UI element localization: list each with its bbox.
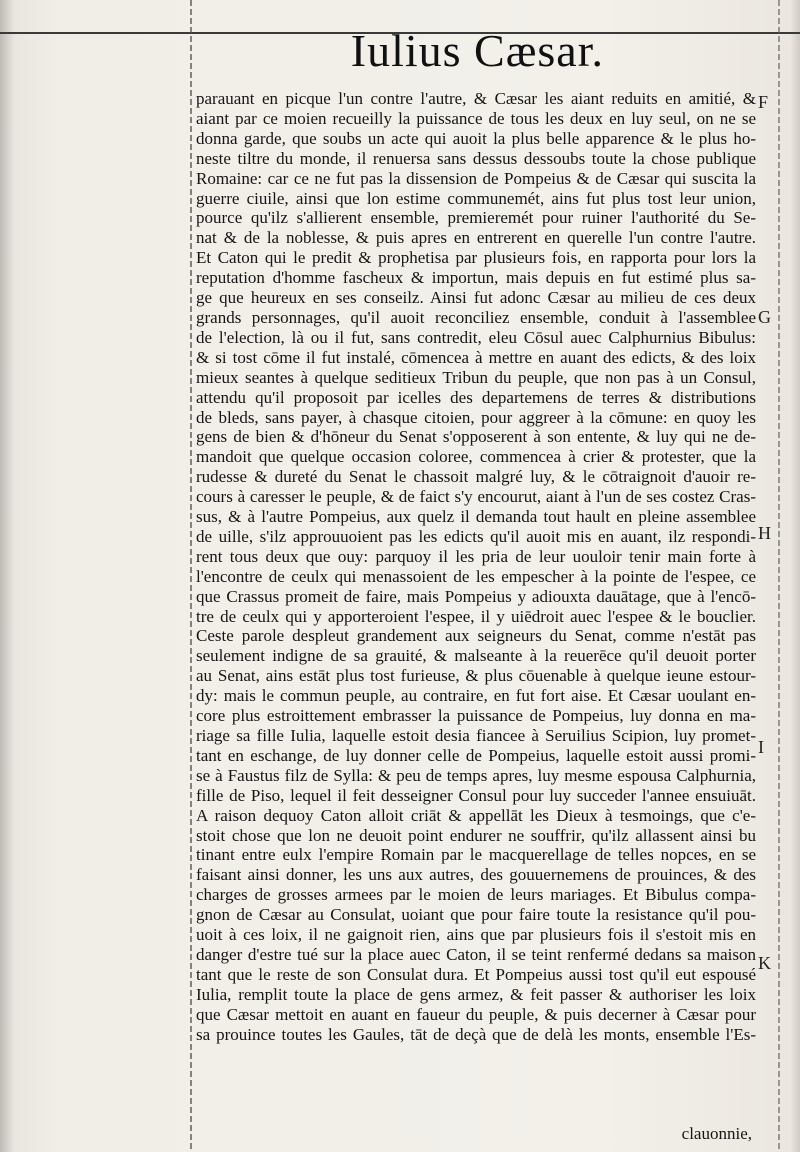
text-line: Et Caton qui le predit & prophetisa par plusieurs fois, en rapporta pour lors la	[196, 248, 756, 268]
text-line: stoit chose que lon ne deuoit point endurer ne souffrir, qu'ilz allassent ainsi bu	[196, 825, 756, 845]
text-line: Ceste parole despleut grandement aux seigneurs du Senat, comme n'estāt pas	[196, 626, 756, 646]
text-line: core plus estroittement embrasser la puissance de Pompeius, luy donna en ma-	[196, 706, 756, 726]
text-line: reputation d'homme fascheux & importun, mais depuis en fut estimé plus sa-	[196, 268, 756, 288]
marginal-letter: I	[758, 737, 764, 757]
text-line: l'encontre de ceulx qui menassoient de les empescher à la pointe de l'espee, ce	[196, 566, 756, 586]
text-line: tant que le reste de son Consulat dura. Et Pompeius aussi tost qu'il eut espousé	[196, 964, 756, 984]
text-line: ge que heureux en ses conseilz. Ainsi fut adonc Cæsar au milieu de ces deux	[196, 288, 756, 308]
marginal-letter: H	[758, 523, 771, 543]
text-line: & si tost cōme il fut instalé, cōmencea à mettre en auant des edicts, & des loix	[196, 347, 756, 367]
text-line: donna garde, que soubs un acte qui auoit la plus belle apparence & le plus ho-	[196, 128, 756, 148]
text-line: parauant en picque l'un contre l'autre, & Cæsar les aiant reduits en amitié, &	[196, 89, 756, 108]
text-line: de uille, s'ilz approuuoient pas les edicts qu'il auoit mis en auant, ilz respondi-	[196, 526, 756, 546]
marginal-letter: G	[758, 307, 771, 327]
text-line: fille de Piso, lequel il feit desseigner Consul pour luy succeder l'annee ensuiuāt.	[196, 785, 756, 805]
body-text	[196, 89, 756, 1045]
text-line: se à Faustus filz de Sylla: & peu de temps apres, luy mesme espousa Calphurnia,	[196, 765, 756, 785]
text-line: faisant ainsi donner, les uns aux autres, des gouuernemens de prouinces, & des	[196, 865, 756, 885]
running-head: Iulius Cæsar.	[350, 25, 604, 76]
text-line: Romaine: car ce ne fut pas la dissension de Pompeius & de Cæsar qui suscita la	[196, 168, 756, 188]
marginal-letter: F	[758, 92, 769, 112]
text-line: gens de bien & d'hōneur du Senat s'opposerent à son entente, & luy qui ne de-	[196, 427, 756, 447]
text-line: danger d'estre tué sur la place auec Caton, il se teint renfermé dedans sa maison	[196, 944, 756, 964]
text-line: au Senat, ains estāt plus tost furieuse, & plus cōuenable à quelque ieune estour-	[196, 666, 756, 686]
catchword: clauonnie,	[681, 1124, 752, 1143]
text-line: mandoit que quelque occasion coloree, commencea à crier & protester, que la	[196, 447, 756, 467]
text-line: guerre ciuile, ainsi que lon estime communemét, ains fut plus tost leur union,	[196, 188, 756, 208]
text-line: sus, & à l'autre Pompeius, aux quelz il demanda tout hault en pleine assemblee	[196, 507, 756, 527]
text-line: aiant par ce moien recueilly la puissance de tous les deux en luy seul, on ne se	[196, 108, 756, 128]
text-line: Iulia, remplit toute la place de gens armez, & feit passer & authoriser les loix	[196, 984, 756, 1004]
text-line: dy: mais le commun peuple, au contraire, en fut fort aise. Et Cæsar uoulant en-	[196, 686, 756, 706]
text-line: que Crassus promeit de faire, mais Pompeius y adiouxta dauātage, que à l'encō-	[196, 586, 756, 606]
text-line: de l'election, là ou il fut, sans contredit, eleu Cōsul auec Calphurnius Bibulus:	[196, 327, 756, 347]
text-line: riage sa fille Iulia, laquelle estoit desia fiancee à Seruilius Scipion, luy promet-	[196, 726, 756, 745]
text-line: tinant entre eulx l'empire Romain par le macquerellage de telles nopces, en se	[196, 845, 756, 865]
text-line: rent tous deux que ouy: parquoy il les pria de leur uouloir tenir main forte à	[196, 546, 756, 566]
text-line: sa prouince toutes les Gaules, tāt de deçà que de delà les monts, ensemble l'Es-	[196, 1024, 756, 1044]
text-line: de bleds, sans payer, à chasque citoien, pour aggreer à la cōmune: en quoy les	[196, 407, 756, 427]
left-margin-rule	[190, 0, 192, 1152]
text-line: pource qu'ilz s'allierent ensemble, premieremét pour ruiner l'authorité du Se-	[196, 208, 756, 228]
text-line: charges de grosses armees par le moien de leurs mariages. Et Bibulus compa-	[196, 885, 756, 905]
text-line: nat & de la noblesse, & puis apres en entrerent en querelle l'un contre l'autre.	[196, 228, 756, 248]
text-line: neste tiltre du monde, il renuersa sans dessus dessoubs toute la chose publique	[196, 148, 756, 168]
text-line: attendu qu'il proposoit par icelles des departemens de terres & distributions	[196, 387, 756, 407]
right-margin-rule	[778, 0, 780, 1152]
text-line: tant en eschange, de luy donner celle de Pompeius, laquelle estoit aussi promi-	[196, 745, 756, 765]
marginal-letter: K	[758, 953, 771, 973]
text-line: gnon de Cæsar au Consulat, uoiant que pour faire toute la resistance qu'il pou-	[196, 905, 756, 925]
text-line: que Cæsar mettoit en auant en faueur du peuple, & puis decerner à Cæsar pour	[196, 1004, 756, 1024]
text-line: uoit à ces loix, il ne gaignoit rien, ains que par plusieurs fois il s'estoit mis en	[196, 925, 756, 945]
text-line: A raison dequoy Caton alloit criāt & appellāt les Dieux à tesmoings, que c'e-	[196, 805, 756, 825]
text-line: seulement indigne de sa grauité, & malseante à la reuerēce qu'il deuoit porter	[196, 646, 756, 666]
text-line: tre de ceulx qui y apporteroient l'espee, il y uiēdroit auec l'espee & le bouclier.	[196, 606, 756, 626]
text-line: rudesse & dureté du Senat le chassoit malgré luy, & le cōtraignoit d'auoir re-	[196, 467, 756, 487]
text-line: cours à caresser le peuple, & de faict s'y encourut, aiant à l'un de ses costez Cras-	[196, 487, 756, 507]
text-line: grands personnages, qu'il auoit reconciliez ensemble, conduit à l'assemblee	[196, 307, 756, 327]
text-line: mieux seantes à quelque seditieux Tribun du peuple, que non pas à un Consul,	[196, 367, 756, 387]
